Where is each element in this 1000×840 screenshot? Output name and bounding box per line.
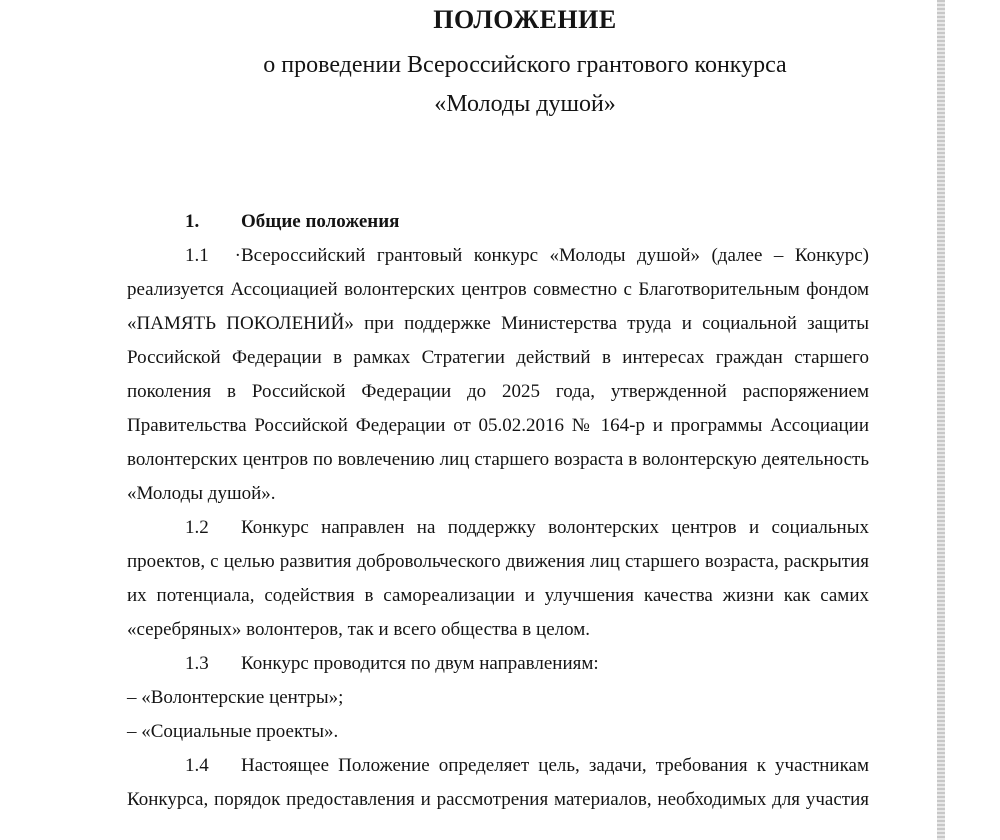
paragraph-line: реализуется Ассоциацией волонтерских центров совместно с Благотворительным фондом (127, 279, 869, 300)
paragraph-line: их потенциала, содействия в самореализации и улучшения качества жизни как самих (127, 585, 869, 606)
paragraph-line: «серебряных» волонтеров, так и всего общества в целом. (127, 619, 591, 640)
paragraph-text: Настоящее Положение определяет цель, задачи, требования к участникам (241, 755, 869, 776)
paragraph-line: «ПАМЯТЬ ПОКОЛЕНИЙ» при поддержке Министерства труда и социальной защиты (127, 313, 869, 334)
paragraph-line: проектов, с целью развития добровольческого движения лиц старшего возраста, раскрытия (127, 551, 869, 572)
paragraph-number: 1.1 · (185, 245, 241, 266)
paragraph-number: 1.4 (185, 755, 209, 776)
paragraph-line: Правительства Российской Федерации от 05.02.2016 № 164-р и программы Ассоциации (127, 415, 869, 436)
paragraph-text: Всероссийский грантовый конкурс «Молоды душой» (далее – Конкурс) (241, 245, 869, 266)
paragraph-line: волонтерских центров по вовлечению лиц старшего возраста в волонтерскую деятельность (127, 449, 869, 470)
section-heading (185, 210, 399, 234)
section-title: Общие положения (241, 211, 400, 232)
document-title: ПОЛОЖЕНИЕ (433, 5, 617, 34)
paragraph-number: 1.3 (185, 653, 209, 674)
document-subtitle-line-1: о проведении Всероссийского грантового конкурса (263, 52, 787, 78)
paragraph-number: 1.2 (185, 517, 209, 538)
paragraph-1-2-first-line (185, 516, 869, 540)
scan-edge-shadow (937, 0, 945, 840)
document-subtitle-line-2: «Молоды душой» (434, 91, 616, 117)
section-number: 1. (185, 211, 200, 232)
paragraph-line: поколения в Российской Федерации до 2025 года, утвержденной распоряжением (127, 381, 869, 402)
list-item: – «Волонтерские центры»; (127, 687, 344, 708)
paragraph-1-1-first-line (185, 244, 869, 268)
paragraph-1-4-first-line (185, 754, 869, 778)
paragraph-line: «Молоды душой». (127, 483, 276, 504)
paragraph-line: Конкурса, порядок предоставления и рассмотрения материалов, необходимых для участия (127, 789, 869, 810)
paragraph-line: Российской Федерации в рамках Стратегии действий в интересах граждан старшего (127, 347, 869, 368)
paragraph-1-3-first-line (185, 652, 869, 676)
list-item: – «Социальные проекты». (127, 721, 339, 742)
paragraph-text: Конкурс проводится по двум направлениям: (241, 653, 599, 674)
paragraph-text: Конкурс направлен на поддержку волонтерских центров и социальных (241, 517, 869, 538)
